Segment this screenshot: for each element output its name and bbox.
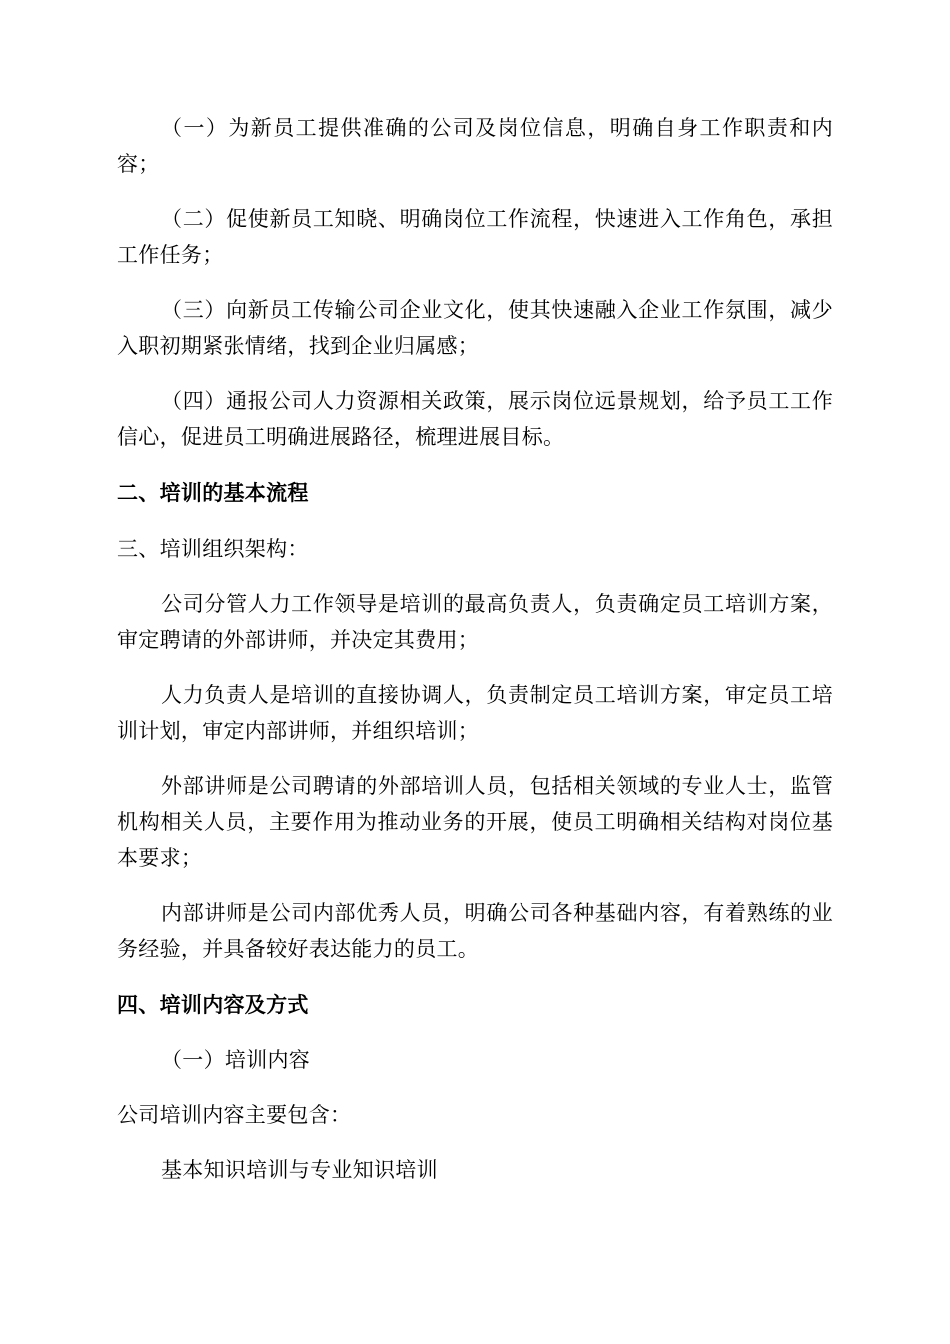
objective-paragraph-4: （四）通报公司人力资源相关政策，展示岗位远景规划，给予员工工作信心，促进员工明确进展路径，梳理进展目标。 — [117, 389, 833, 449]
org-paragraph-hr: 人力负责人是培训的直接协调人，负责制定员工培训方案，审定员工培训计划，审定内部讲师，并组织培训； — [117, 683, 833, 743]
objective-paragraph-1: （一）为新员工提供准确的公司及岗位信息，明确自身工作职责和内容； — [117, 116, 833, 176]
org-paragraph-leader: 公司分管人力工作领导是培训的最高负责人，负责确定员工培训方案，审定聘请的外部讲师，并决定其费用； — [117, 592, 833, 652]
org-paragraph-internal-lecturer: 内部讲师是公司内部优秀人员，明确公司各种基础内容，有着熟练的业务经验，并具备较好表达能力的员工。 — [117, 901, 833, 961]
section-heading-organization: 三、培训组织架构： — [117, 537, 309, 561]
content-intro: 公司培训内容主要包含： — [117, 1103, 352, 1127]
content-item-knowledge: 基本知识培训与专业知识培训 — [161, 1158, 438, 1182]
section-heading-training-process: 二、培训的基本流程 — [117, 481, 309, 505]
section-heading-content-methods: 四、培训内容及方式 — [117, 993, 309, 1017]
org-paragraph-external-lecturer: 外部讲师是公司聘请的外部培训人员，包括相关领域的专业人士，监管机构相关人员，主要作用为推动业务的开展，使员工明确相关结构对岗位基本要求； — [117, 774, 833, 870]
objective-paragraph-2: （二）促使新员工知晓、明确岗位工作流程，快速进入工作角色，承担工作任务； — [117, 207, 833, 267]
document-body — [117, 110, 833, 1188]
objective-paragraph-3: （三）向新员工传输公司企业文化，使其快速融入企业工作氛围，减少入职初期紧张情绪，找到企业归属感； — [117, 298, 833, 358]
subheading-training-content: （一）培训内容 — [161, 1048, 311, 1072]
